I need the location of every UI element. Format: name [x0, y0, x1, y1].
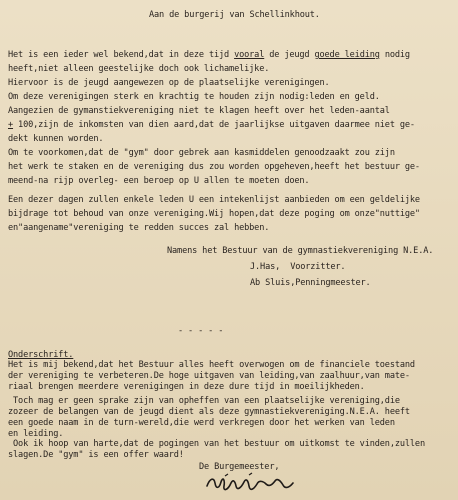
- text-segment: 100,zijn de inkomsten van dien aard,dat de jaarlijkse uitgaven daarmee niet ge-: [13, 120, 415, 130]
- paragraph-line: en leiding.: [8, 429, 64, 439]
- paragraph-line: [8, 120, 415, 130]
- paragraph-line: bijdrage tot behoud van onze vereniging.Wij hopen,dat deze poging om onze"nuttige": [8, 209, 420, 219]
- paragraph-line: Een dezer dagen zullen enkele leden U een intekenlijst aanbieden om een geldelijke: [8, 195, 420, 205]
- underlined-text: vooral: [234, 50, 265, 60]
- paragraph-line: der vereniging te verbeteren.De hoge uitgaven van leiding,van zaalhuur,van mate-: [8, 371, 410, 381]
- signature-line: Namens het Bestuur van de gymnastiekvereniging N.E.A.: [167, 246, 434, 256]
- underlined-text: goede leiding: [314, 50, 380, 60]
- paragraph-line: Het is mij bekend,dat het Bestuur alles heeft overwogen om de financiele toestand: [8, 360, 415, 370]
- paragraph-line: Om te voorkomen,dat de "gym" door gebrek aan kasmiddelen genoodzaakt zou zijn: [8, 148, 395, 158]
- paragraph-line: Toch mag er geen sprake zijn van opheffen van een plaatselijke vereniging,die: [8, 396, 400, 406]
- section-divider: - - - - -: [178, 326, 224, 336]
- paragraph-line: Ook ik hoop van harte,dat de pogingen van het bestuur om uitkomst te vinden,zullen: [8, 439, 425, 449]
- paragraph-line: zozeer de belangen van de jeugd dient als deze gymnastiekvereniging.N.E.A. heeft: [8, 407, 410, 417]
- paragraph-line: meend-na rijp overleg- een beroep op U allen te moeten doen.: [8, 176, 310, 186]
- salutation: Aan de burgerij van Schellinkhout.: [149, 10, 320, 20]
- paragraph-line: Om deze verenigingen sterk en krachtig te houden zijn nodig:leden en geld.: [8, 92, 380, 102]
- paragraph-line: het werk te staken en de vereniging dus zou worden opgeheven,heeft het bestuur ge-: [8, 162, 420, 172]
- text-segment: de jeugd: [264, 50, 315, 60]
- paragraph-line: en"aangename"vereniging te redden succes zal hebben.: [8, 223, 270, 233]
- paragraph-line: riaal brengen meerdere verenigingen in deze dure tijd in moeilijkheden.: [8, 382, 365, 392]
- underlined-text: +: [8, 120, 14, 130]
- onderschrift-heading: Onderschrift.: [8, 350, 74, 360]
- handwritten-signature: [205, 472, 300, 496]
- text-segment: Het is een ieder wel bekend,dat in deze tijd: [8, 50, 235, 60]
- text-segment: nodig: [379, 50, 410, 60]
- paragraph-line: heeft,niet alleen geestelijke doch ook lichamelijke.: [8, 64, 270, 74]
- paragraph-line: [8, 50, 410, 60]
- paragraph-line: een goede naam in de turn-wereld,die werd verkregen door het werken van leden: [8, 418, 395, 428]
- signature-line: Ab Sluis,Penningmeester.: [250, 278, 371, 288]
- signature-line: J.Has, Voorzitter.: [250, 262, 346, 272]
- paragraph-line: Aangezien de gymanstiekvereniging niet te klagen heeft over het leden-aantal: [8, 106, 390, 116]
- paragraph-line: Hiervoor is de jeugd aangewezen op de plaatselijke verenigingen.: [8, 78, 330, 88]
- paragraph-line: dekt kunnen worden.: [8, 134, 104, 144]
- signer-title: De Burgemeester,: [199, 462, 280, 472]
- paragraph-line: slagen.De "gym" is een offer waard!: [8, 450, 184, 460]
